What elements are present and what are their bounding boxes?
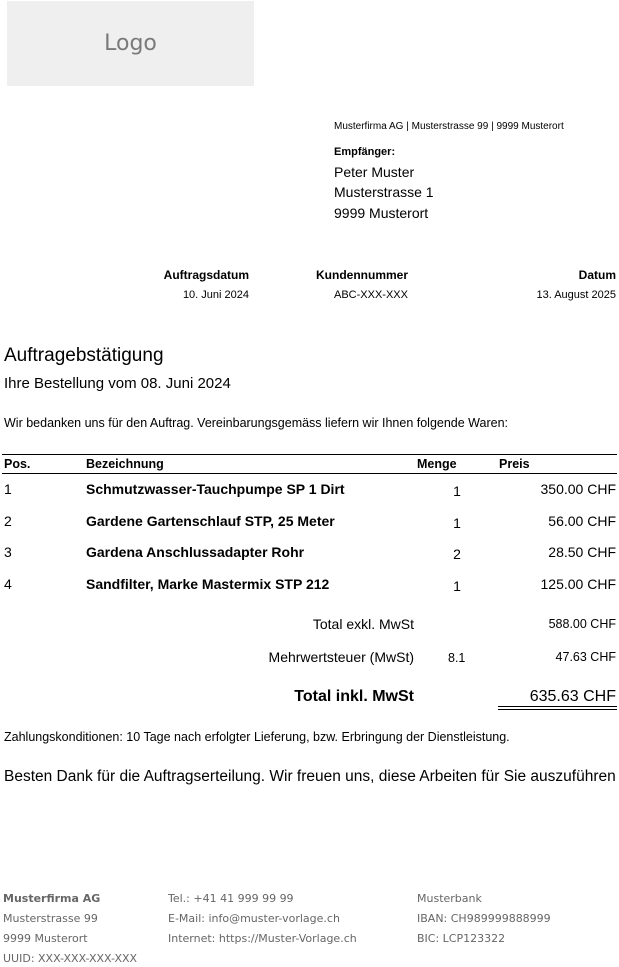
footer-email[interactable]: E-Mail: info@muster-vorlage.ch — [168, 912, 340, 925]
recipient-street: Musterstrasse 1 — [334, 184, 434, 200]
header-description: Bezeichnung — [86, 457, 164, 471]
logo-text: Logo — [104, 31, 157, 56]
row-3-price: 28.50 CHF — [548, 544, 616, 560]
header-pos: Pos. — [4, 457, 31, 471]
row-1-price: 350.00 CHF — [540, 481, 616, 497]
row-4-price: 125.00 CHF — [540, 576, 616, 592]
header-price: Preis — [499, 457, 530, 471]
row-4-pos: 4 — [4, 576, 12, 592]
date-label: Datum — [578, 268, 616, 282]
row-4-description: Sandfilter, Marke Mastermix STP 212 — [86, 576, 330, 592]
document-title: Auftragebstätigung — [4, 345, 164, 366]
row-4-quantity: 1 — [453, 578, 461, 594]
table-header-rule — [2, 473, 617, 474]
row-3-description: Gardena Anschlussadapter Rohr — [86, 544, 305, 560]
vat-rate: 8.1 — [448, 651, 466, 665]
total-value: 635.63 CHF — [529, 688, 616, 705]
logo-placeholder — [7, 1, 254, 86]
subtotal-value: 588.00 CHF — [548, 617, 616, 631]
recipient-city: 9999 Musterort — [334, 205, 429, 221]
total-label: Total inkl. MwSt — [294, 688, 414, 705]
recipient-name: Peter Muster — [334, 164, 415, 180]
intro-text: Wir bedanken uns für den Auftrag. Vereinbarungsgemäss liefern wir Ihnen folgende Waren: — [4, 416, 508, 430]
footer-phone: Tel.: +41 41 999 99 99 — [168, 892, 294, 905]
payment-terms: Zahlungskonditionen: 10 Tage nach erfolgter Lieferung, bzw. Erbringung der Dienstleistung. — [4, 730, 510, 744]
row-1-pos: 1 — [4, 481, 12, 497]
row-2-description: Gardene Gartenschlauf STP, 25 Meter — [86, 513, 335, 529]
order-date-label: Auftragsdatum — [163, 268, 249, 282]
footer-company-name: Musterfirma AG — [3, 892, 101, 905]
footer-website[interactable]: Internet: https://Muster-Vorlage.ch — [168, 932, 357, 945]
vat-label: Mehrwertsteuer (MwSt) — [268, 649, 414, 665]
sender-line: Musterfirma AG | Musterstrasse 99 | 9999 Musterort — [334, 121, 564, 132]
row-2-price: 56.00 CHF — [548, 513, 616, 529]
row-3-quantity: 2 — [453, 546, 461, 562]
total-double-underline-bottom — [498, 709, 617, 710]
footer-company-uuid: UUID: XXX-XXX-XXX-XXX — [3, 952, 138, 965]
row-1-description: Schmutzwasser-Tauchpumpe SP 1 Dirt — [86, 481, 345, 497]
document-date: 13. August 2025 — [536, 289, 616, 301]
document-subtitle: Ihre Bestellung vom 08. Juni 2024 — [4, 375, 231, 392]
table-top-rule — [2, 454, 617, 455]
order-date: 10. Juni 2024 — [182, 289, 249, 301]
row-2-quantity: 1 — [453, 515, 461, 531]
row-1-quantity: 1 — [453, 483, 461, 499]
customer-number: ABC-XXX-XXX — [334, 289, 408, 301]
closing-text: Besten Dank für die Auftragserteilung. Wir freuen uns, diese Arbeiten für Sie auszuführen — [4, 768, 616, 785]
subtotal-label: Total exkl. MwSt — [312, 616, 414, 632]
row-2-pos: 2 — [4, 513, 12, 529]
recipient-label: Empfänger: — [334, 146, 396, 158]
row-3-pos: 3 — [4, 544, 12, 560]
total-double-underline-top — [498, 706, 617, 707]
footer-company-street: Musterstrasse 99 — [3, 912, 98, 925]
footer-iban: IBAN: CH989999888999 — [417, 912, 551, 925]
footer-bank-name: Musterbank — [417, 892, 482, 905]
footer-company-city: 9999 Musterort — [3, 932, 88, 945]
footer-bic: BIC: LCP123322 — [417, 932, 506, 945]
vat-value: 47.63 CHF — [555, 650, 616, 664]
customer-number-label: Kundennummer — [316, 268, 409, 282]
header-quantity: Menge — [417, 457, 457, 471]
